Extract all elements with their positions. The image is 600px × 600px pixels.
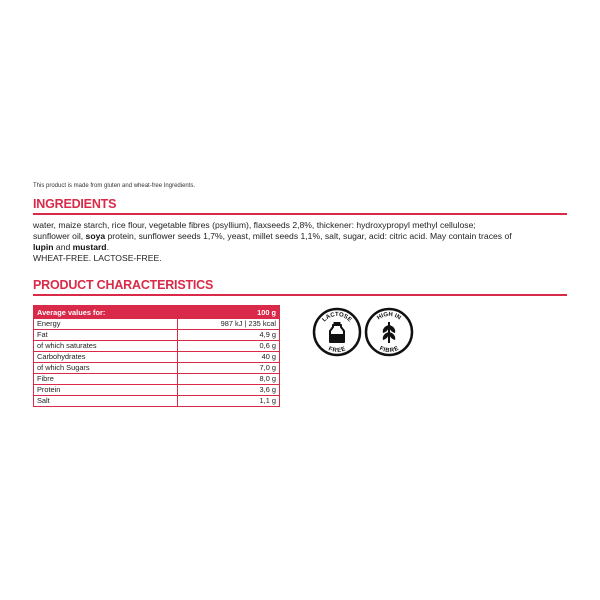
ingredients-line-3 — [33, 242, 553, 253]
fibre-badge-top-text: HIGH IN — [376, 311, 402, 322]
high-fibre-badge — [364, 307, 414, 357]
ingredients-line-1: water, maize starch, rice flour, vegetable fibres (psyllium), flaxseeds 2,8%, thickener: hydroxypropyl methyl cellulose; — [33, 220, 476, 230]
table-row — [34, 374, 280, 385]
nutrient-value: 987 kJ | 235 kcal — [178, 319, 280, 330]
table-row — [34, 341, 280, 352]
nutrient-label: of which Sugars — [34, 363, 178, 374]
nutrient-label: Energy — [34, 319, 178, 330]
nutrient-label: of which saturates — [34, 341, 178, 352]
characteristics-divider — [33, 294, 567, 296]
table-row — [34, 396, 280, 407]
ingredients-text — [33, 220, 553, 264]
characteristics-title: PRODUCT CHARACTERISTICS — [33, 278, 214, 292]
ingredients-divider — [33, 213, 567, 215]
nutrient-label: Salt — [34, 396, 178, 407]
lactose-badge-bottom-text: FREE — [327, 346, 347, 355]
table-row — [34, 330, 280, 341]
lactose-free-icon — [312, 307, 362, 357]
nutrition-header-label: Average values for: — [34, 306, 178, 319]
nutrition-header-value: 100 g — [178, 306, 280, 319]
svg-text:HIGH IN — [376, 312, 401, 322]
gluten-free-note: This product is made from gluten and wheat-free Ingredients. — [33, 183, 196, 189]
nutrition-table — [33, 305, 280, 407]
nutrient-value: 3,6 g — [178, 385, 280, 396]
fibre-badge-bottom-text: FIBRE — [378, 346, 400, 355]
nutrient-value: 0,6 g — [178, 341, 280, 352]
ingredients-line-2-pre: sunflower oil, — [33, 231, 86, 241]
nutrient-value: 1,1 g — [178, 396, 280, 407]
nutrient-label: Carbohydrates — [34, 352, 178, 363]
nutrient-label: Protein — [34, 385, 178, 396]
ingredients-line-3-end: . — [106, 242, 109, 252]
nutrient-value: 4,9 g — [178, 330, 280, 341]
nutrition-header-row — [34, 306, 280, 319]
nutrient-label: Fat — [34, 330, 178, 341]
high-fibre-icon — [364, 307, 414, 357]
nutrient-label: Fibre — [34, 374, 178, 385]
allergen-lupin: lupin — [33, 242, 54, 252]
lactose-badge-top-text: LACTOSE — [321, 311, 353, 324]
allergen-soya: soya — [85, 231, 106, 241]
ingredients-line-2 — [33, 231, 553, 242]
nutrient-value: 7,0 g — [178, 363, 280, 374]
table-row — [34, 363, 280, 374]
svg-text:LACTOSE — [322, 312, 353, 323]
lactose-free-badge — [312, 307, 362, 357]
milk-bottle-icon — [330, 322, 344, 342]
ingredients-line-2-post: protein, sunflower seeds 1,7%, yeast, millet seeds 1,1%, salt, sugar, acid: citric acid. May contain traces of — [105, 231, 512, 241]
table-row — [34, 319, 280, 330]
nutrient-value: 8,0 g — [178, 374, 280, 385]
ingredients-title: INGREDIENTS — [33, 197, 117, 211]
table-row — [34, 352, 280, 363]
wheat-grain-icon — [383, 322, 396, 343]
ingredients-line-3-mid: and — [53, 242, 73, 252]
table-row — [34, 385, 280, 396]
ingredients-line-4: WHEAT-FREE. LACTOSE-FREE. — [33, 253, 162, 263]
nutrient-value: 40 g — [178, 352, 280, 363]
allergen-mustard: mustard — [72, 242, 107, 252]
